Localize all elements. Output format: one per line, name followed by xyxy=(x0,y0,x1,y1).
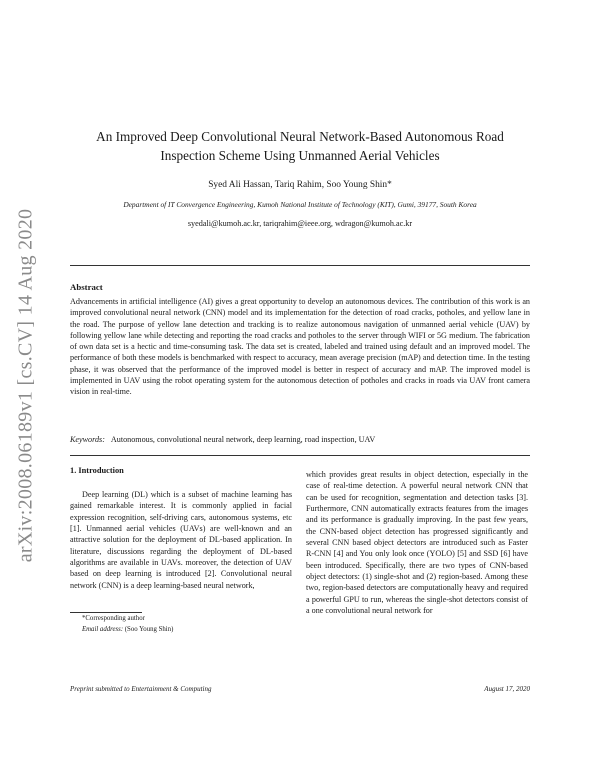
footnote-email xyxy=(82,626,173,633)
arxiv-identifier xyxy=(14,205,38,565)
footnote-email-value: (Soo Young Shin) xyxy=(124,626,174,633)
affiliation: Department of IT Convergence Engineering, Kumoh National Institute of Technology (KIT), Gumi, 39177, South Korea xyxy=(123,200,477,209)
keywords-text: Autonomous, convolutional neural network, deep learning, road inspection, UAV xyxy=(110,435,376,444)
footer-date: August 17, 2020 xyxy=(484,685,530,693)
footnote-rule xyxy=(70,612,142,613)
abstract-bottom-rule xyxy=(70,455,530,456)
left-column-text: Deep learning (DL) which is a subset of machine learning has gained remarkable interest. It is commonly applied in facial expression recognition, self-driving cars, autonomous systems, etc [1]. Unmanned aerial vehicles (UAVs) are well-known and an attractive solution for the deployment of DL-based application. In literature, discussions regarding the deployment of DL-based algorithms are available in UAVs. moreover, the detection of UAV based on deep learning is introduced [2]. Convolutional neural network (CNN) is a deep learning-based neural network, xyxy=(70,490,292,590)
keywords-line xyxy=(70,435,530,444)
abstract-body: Advancements in artificial intelligence (AI) gives a great opportunity to develop an autonomous devices. The contribution of this work is an improved convolutional neural network (CNN) model and its implementation for the detection of road cracks, potholes, and yellow lane in the road. The purpose of yellow lane detection and tracking is to realize autonomous navigation of unmanned aerial vehicle (UAV) by following yellow lane while detecting and reporting the road cracks and potholes to the server through WIFI or 5G medium. The fabrication of own data set is a hectic and time-consuming task. The data set is created, labeled and trained using default and an improved model. The performance of both these models is benchmarked with respect to accuracy, mean average precision (mAP) and detection time. In the testing phase, it was observed that the performance of the improved model is better in respect of accuracy and mAP. The improved model is implemented in UAV using the robot operating system for the autonomous detection of potholes and cracks in roads via UAV front camera vision in real-time. xyxy=(70,297,530,397)
section-heading: 1. Introduction xyxy=(70,466,124,475)
paper-title: An Improved Deep Convolutional Neural Network-Based Autonomous Road Inspection Scheme Using Unmanned Aerial Vehicles xyxy=(96,129,504,163)
footer-preprint: Preprint submitted to Entertainment & Computing xyxy=(70,685,212,693)
footnote-email-label: Email address: xyxy=(82,626,124,633)
abstract-heading: Abstract xyxy=(70,282,103,292)
author-list: Syed Ali Hassan, Tariq Rahim, Soo Young Shin* xyxy=(208,180,392,190)
abstract-top-rule xyxy=(70,265,530,266)
keywords-label: Keywords: xyxy=(70,435,105,444)
right-column-text: which provides great results in object detection, especially in the case of real-time detection. A powerful neural network CNN that can be used for recognition, segmentation and detection tasks [3]. Furthermore, CNN automatically extracts features from the images and its performance is gradually improving. In the past few years, the CNN-based object detection has progressed significantly and several CNN based object detectors are introduced such as Faster R-CNN [4] and You only look once (YOLO) [5] and SSD [6] have been introduced. Specifically, there are two types of CNN-based object detectors: (1) single-shot and (2) region-based. Among these two, region-based detectors are computationally heavy and required a powerful GPU to run, whereas the single-shot detectors consist of a one convolutional neural network for xyxy=(306,470,528,616)
arxiv-id-text: arXiv:2008.06189v1 [cs.CV] 14 Aug 2020 xyxy=(14,208,37,562)
footnote-corresponding: *Corresponding author xyxy=(82,615,145,622)
author-emails: syedali@kumoh.ac.kr, tariqrahim@ieee.org, wdragon@kumoh.ac.kr xyxy=(187,219,413,228)
